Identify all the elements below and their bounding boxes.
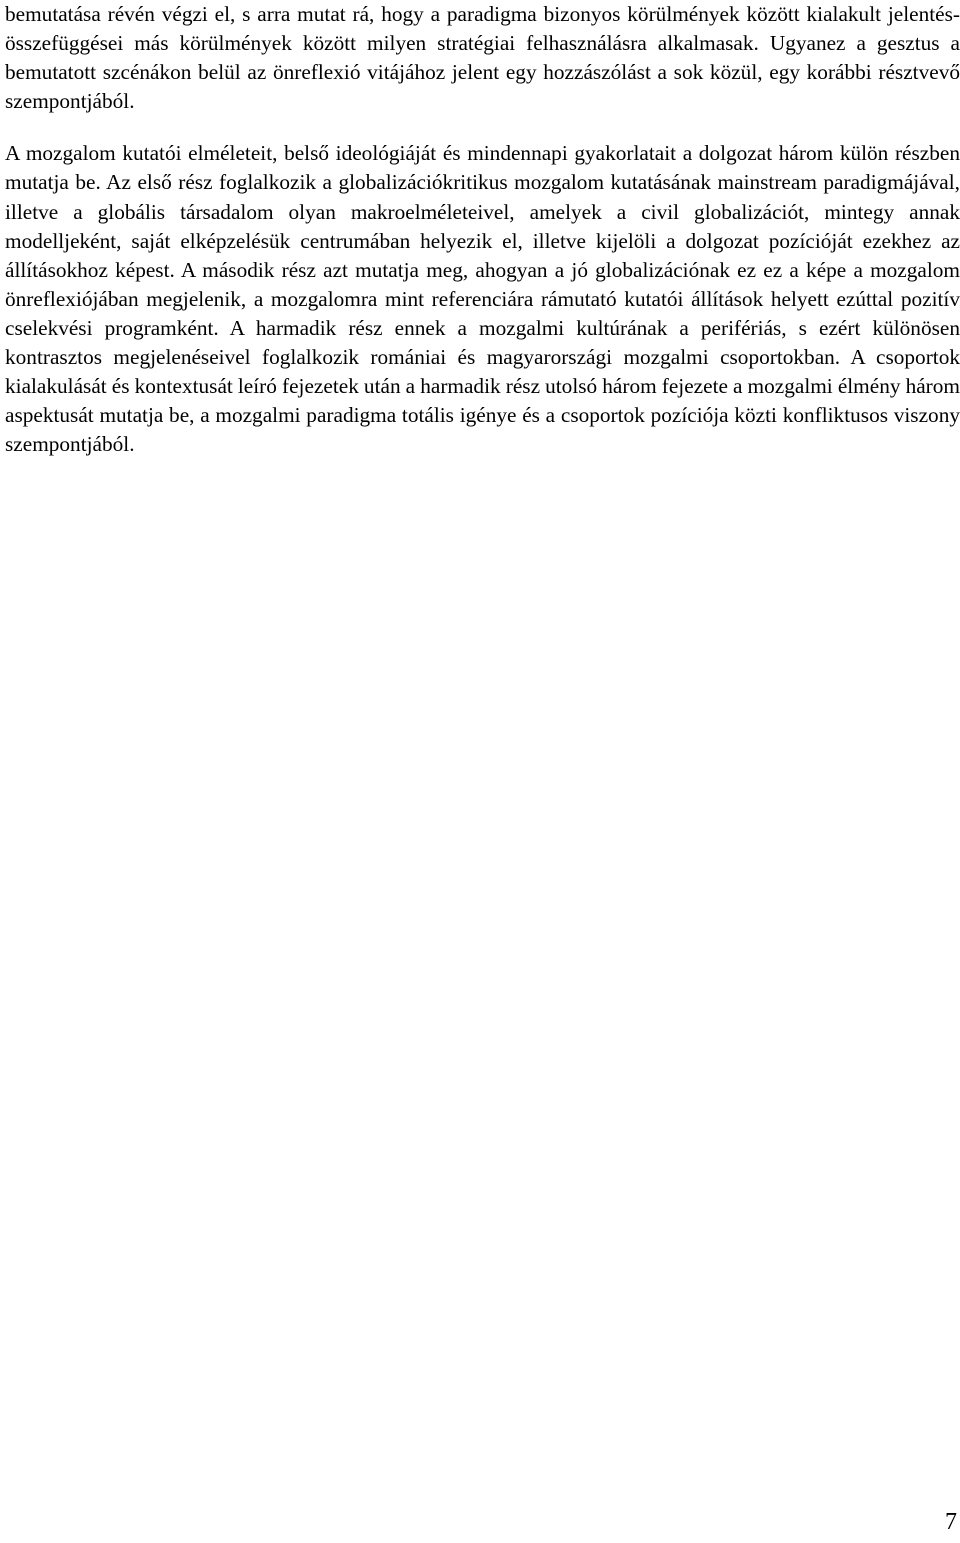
paragraph-2: A mozgalom kutatói elméleteit, belső ideológiáját és mindennapi gyakorlatait a dolgozat három külön részben mutatja be. Az első rész foglalkozik a globalizációkritikus mozgalom kutatásának mainstream paradigmájával, illetve a globális társadalom olyan makroelméleteivel, amelyek a civil globalizációt, mintegy annak modelljeként, saját elképzelésük centrumában helyezik el, illetve kijelöli a dolgozat pozícióját ezekhez az állításokhoz képest. A második rész azt mutatja meg, ahogyan a jó globalizációnak ez ez a képe a mozgalom önreflexiójában megjelenik, a mozgalomra mint referenciára rámutató kutatói állítások helyett ezúttal pozitív cselekvési programként. A harmadik rész ennek a mozgalmi kultúrának a perifériás, s ezért különösen kontrasztos megjelenéseivel foglalkozik romániai és magyarországi mozgalmi csoportokban. A csoportok kialakulását és kontextusát leíró fejezetek után a harmadik rész utolsó három fejezete a mozgalmi élmény három aspektusát mutatja be, a mozgalmi paradigma totális igénye és a csoportok pozíciója közti konfliktusos viszony szempontjából. [5, 141, 960, 457]
document-page [5, 0, 960, 459]
paragraph-1: bemutatása révén végzi el, s arra mutat rá, hogy a paradigma bizonyos körülmények között kialakult jelentés-összefüggései más körülmények között milyen stratégiai felhasználásra alkalmasak. Ugyanez a gesztus a bemutatott szcénákon belül az önreflexió vitájához jelent egy hozzászólást a sok közül, egy korábbi résztvevő szempontjából. [5, 2, 960, 114]
page-number: 7 [945, 1509, 957, 1535]
